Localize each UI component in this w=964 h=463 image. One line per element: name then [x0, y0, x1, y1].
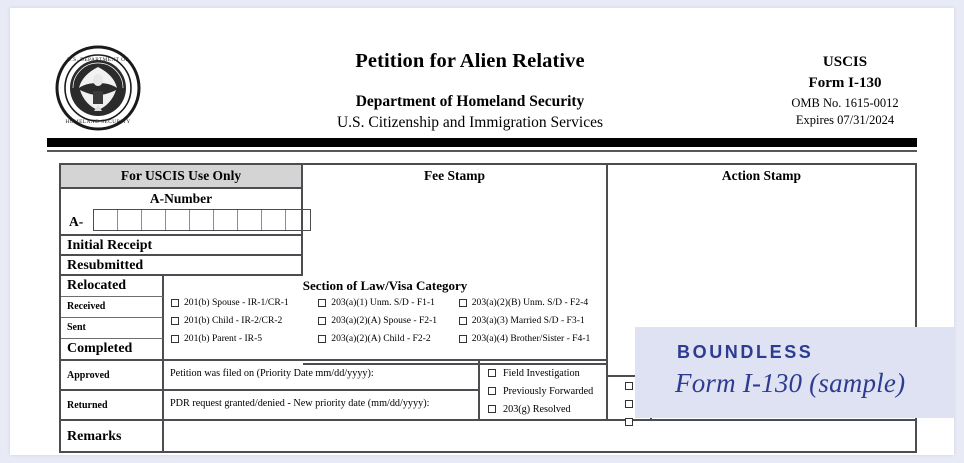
a-number-prefix: A- — [69, 214, 84, 229]
checkbox-icon[interactable] — [318, 335, 326, 343]
a-number-input[interactable] — [93, 209, 311, 231]
department-name: Department of Homeland Security — [355, 92, 585, 110]
boundless-watermark-overlay — [635, 327, 954, 418]
boundless-brand-label: BOUNDLESS — [677, 342, 814, 362]
checkbox-icon[interactable] — [171, 317, 179, 325]
checkbox-icon[interactable] — [459, 299, 467, 307]
visa-category-row — [164, 294, 606, 312]
action-checkbox-item[interactable] — [480, 400, 606, 418]
priority-date-filed-row[interactable]: Petition was filed on (Priority Date mm/dd/yyyy): — [164, 361, 480, 391]
visa-option[interactable] — [459, 334, 606, 344]
checkbox-icon[interactable] — [625, 400, 633, 408]
checkbox-icon[interactable] — [459, 335, 467, 343]
a-number-digit[interactable] — [142, 210, 166, 230]
action-stamp-header: Action Stamp — [721, 168, 802, 183]
visa-option-label: 203(a)(2)(A) Child - F2-2 — [331, 333, 431, 345]
a-number-digit[interactable] — [118, 210, 142, 230]
a-number-digit[interactable] — [214, 210, 238, 230]
visa-option[interactable] — [164, 316, 318, 326]
row-label-initial-receipt: Initial Receipt — [61, 236, 303, 256]
action-checkbox-item[interactable] — [480, 364, 606, 382]
form-number: Form I-130 — [808, 74, 882, 91]
a-number-digit[interactable] — [166, 210, 190, 230]
uscis-use-only-header: For USCIS Use Only — [61, 165, 303, 189]
form-header — [10, 8, 954, 132]
visa-category-grid — [164, 294, 606, 348]
visa-option-label: 201(b) Child - IR-2/CR-2 — [184, 315, 283, 327]
dhs-seal-icon — [55, 45, 141, 131]
row-label-completed: Completed — [61, 339, 164, 361]
svg-text:U.S. DEPARTMENT OF: U.S. DEPARTMENT OF — [67, 57, 129, 63]
a-number-digit[interactable] — [94, 210, 118, 230]
header-center-block — [240, 50, 700, 132]
checkbox-icon[interactable] — [318, 317, 326, 325]
section-of-law-block — [164, 276, 608, 361]
row-label-approved: Approved — [61, 361, 164, 391]
boundless-caption: Form I-130 (sample) — [675, 368, 906, 398]
visa-option[interactable] — [318, 298, 458, 308]
checkbox-icon[interactable] — [171, 299, 179, 307]
action-checkbox-label: Field Investigation — [503, 367, 580, 379]
header-right-block — [745, 53, 945, 129]
checkbox-icon[interactable] — [488, 387, 496, 395]
visa-option-label: 203(a)(3) Married S/D - F3-1 — [471, 315, 585, 327]
action-checkbox-column — [480, 361, 608, 421]
row-label-returned: Returned — [61, 391, 164, 421]
action-checkbox-label: Previously Forwarded — [503, 385, 594, 397]
visa-option[interactable] — [318, 334, 458, 344]
omb-number: OMB No. 1615-0012 — [791, 95, 899, 110]
row-label-resubmitted: Resubmitted — [61, 256, 303, 276]
checkbox-icon[interactable] — [488, 369, 496, 377]
visa-option[interactable] — [164, 334, 318, 344]
visa-option-label: 203(a)(2)(B) Unm. S/D - F2-4 — [471, 297, 589, 309]
checkbox-icon[interactable] — [171, 335, 179, 343]
visa-option-label: 201(b) Spouse - IR-1/CR-1 — [184, 297, 289, 309]
row-label-remarks: Remarks — [61, 421, 164, 453]
form-page-sheet — [10, 8, 954, 455]
a-number-digit[interactable] — [190, 210, 214, 230]
action-checkbox-label: 203(g) Resolved — [503, 403, 571, 415]
section-of-law-title: Section of Law/Visa Category — [302, 278, 468, 293]
visa-category-row — [164, 312, 606, 330]
pdr-new-priority-date-row[interactable]: PDR request granted/denied - New priority date (mm/dd/yyyy): — [164, 391, 480, 421]
checkbox-icon[interactable] — [318, 299, 326, 307]
visa-category-row — [164, 330, 606, 348]
header-divider-rule — [47, 150, 917, 152]
agency-name: U.S. Citizenship and Immigration Services — [336, 113, 604, 131]
visa-option-label: 203(a)(2)(A) Spouse - F2-1 — [331, 315, 438, 327]
row-label-received: Received — [61, 297, 164, 318]
header-divider-bar — [47, 138, 917, 147]
row-label-relocated: Relocated — [61, 276, 164, 297]
expiration-date: Expires 07/31/2024 — [795, 112, 895, 127]
visa-option-label: 203(a)(4) Brother/Sister - F4-1 — [471, 333, 591, 345]
remarks-field[interactable] — [164, 421, 915, 453]
a-number-title: A-Number — [149, 191, 213, 206]
fee-stamp-header: Fee Stamp — [303, 165, 608, 189]
checkbox-icon[interactable] — [488, 405, 496, 413]
row-label-sent: Sent — [61, 318, 164, 339]
form-title: Petition for Alien Relative — [355, 50, 585, 72]
visa-option[interactable] — [459, 298, 606, 308]
visa-option[interactable] — [318, 316, 458, 326]
a-number-block — [61, 189, 303, 236]
svg-text:HOMELAND SECURITY: HOMELAND SECURITY — [65, 119, 131, 125]
checkbox-icon[interactable] — [625, 382, 633, 390]
visa-option-label: 201(b) Parent - IR-5 — [184, 333, 263, 345]
a-number-digit[interactable] — [262, 210, 286, 230]
a-number-digit[interactable] — [286, 210, 310, 230]
checkbox-icon[interactable] — [459, 317, 467, 325]
a-number-digit[interactable] — [238, 210, 262, 230]
visa-option[interactable] — [164, 298, 318, 308]
visa-option-label: 203(a)(1) Unm. S/D - F1-1 — [331, 297, 435, 309]
action-checkbox-item[interactable] — [480, 382, 606, 400]
visa-option[interactable] — [459, 316, 606, 326]
agency-abbrev: USCIS — [822, 54, 868, 70]
